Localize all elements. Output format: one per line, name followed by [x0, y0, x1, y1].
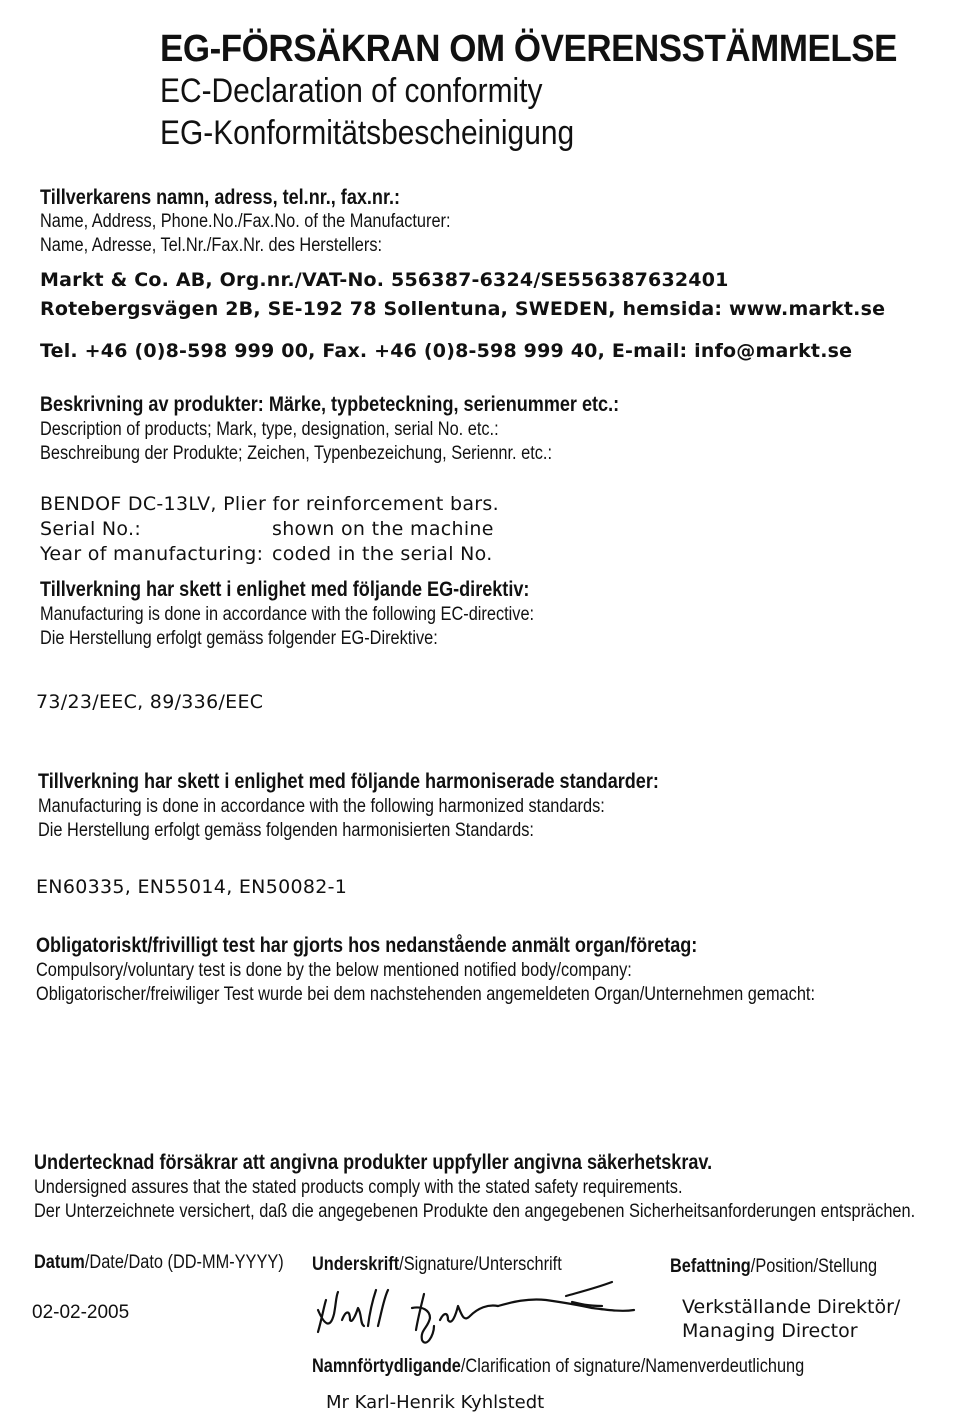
test-heading-sv: Obligatoriskt/frivilligt test har gjorts hos nedanstående anmält organ/företag: — [36, 934, 698, 957]
standards-list: EN60335, EN55014, EN50082-1 — [36, 876, 348, 898]
safety-heading-de: Der Unterzeichnete versichert, daß die angegebenen Produkte den angegebenen Sicherheitsanforderungen entsprächen. — [34, 1201, 916, 1222]
clarification-label: Namnförtydligande/Clarification of signature/Namenverdeutlichung — [312, 1356, 805, 1377]
title-swedish: EG-FÖRSÄKRAN OM ÖVERENSSTÄMMELSE — [160, 28, 897, 70]
serial-value: shown on the machine — [272, 518, 494, 540]
signatory-name: Mr Karl-Henrik Kyhlstedt — [326, 1392, 545, 1413]
manufacturer-line-2: Rotebergsvägen 2B, SE-192 78 Sollentuna, SWEDEN, hemsida: www.markt.se — [40, 298, 886, 320]
standards-heading-sv: Tillverkning har skett i enlighet med följande harmoniserade standarder: — [38, 770, 659, 793]
manufacturer-heading-sv: Tillverkarens namn, adress, tel.nr., fax.nr.: — [40, 186, 401, 209]
position-line-1: Verkställande Direktör/ — [682, 1296, 901, 1318]
product-heading-de: Beschreibung der Produkte; Zeichen, Typenbezeichung, Seriennr. etc.: — [40, 443, 553, 464]
date-value: 02-02-2005 — [32, 1302, 130, 1323]
product-name: BENDOF DC-13LV, Plier for reinforcement bars. — [40, 493, 499, 515]
manufacturer-line-1: Markt & Co. AB, Org.nr./VAT-No. 556387-6324/SE556387632401 — [40, 269, 729, 291]
manufacturer-heading-en: Name, Address, Phone.No./Fax.No. of the Manufacturer: — [40, 211, 451, 232]
directive-heading-de: Die Herstellung erfolgt gemäss folgender EG-Direktive: — [40, 628, 438, 649]
signature-label: Underskrift/Signature/Unterschrift — [312, 1254, 562, 1275]
year-value: coded in the serial No. — [272, 543, 493, 565]
standards-heading-en: Manufacturing is done in accordance with the following harmonized standards: — [38, 796, 605, 817]
manufacturer-contact: Tel. +46 (0)8-598 999 00, Fax. +46 (0)8-598 999 40, E-mail: info@markt.se — [40, 340, 853, 362]
title-english: EC-Declaration of conformity — [160, 72, 543, 110]
test-heading-en: Compulsory/voluntary test is done by the below mentioned notified body/company: — [36, 960, 632, 981]
serial-label: Serial No.: — [40, 518, 142, 540]
standards-heading-de: Die Herstellung erfolgt gemäss folgenden harmonisierten Standards: — [38, 820, 534, 841]
year-label: Year of manufacturing: — [40, 543, 264, 565]
handwritten-signature — [312, 1280, 642, 1350]
safety-heading-sv: Undertecknad försäkrar att angivna produkter uppfyller angivna säkerhetskrav. — [34, 1151, 713, 1174]
directive-heading-en: Manufacturing is done in accordance with the following EC-directive: — [40, 604, 535, 625]
product-heading-sv: Beskrivning av produkter: Märke, typbeteckning, serienummer etc.: — [40, 393, 620, 416]
test-heading-de: Obligatorischer/freiwiliger Test wurde bei dem nachstehenden angemeldeten Organ/Unternehmen gemacht: — [36, 984, 816, 1005]
date-label: Datum/Date/Dato (DD-MM-YYYY) — [34, 1252, 284, 1273]
directives-list: 73/23/EEC, 89/336/EEC — [36, 691, 264, 713]
manufacturer-heading-de: Name, Adresse, Tel.Nr./Fax.Nr. des Herstellers: — [40, 235, 383, 256]
title-german: EG-Konformitätsbescheinigung — [160, 114, 575, 152]
safety-heading-en: Undersigned assures that the stated products comply with the stated safety requirements. — [34, 1177, 683, 1198]
position-label: Befattning/Position/Stellung — [670, 1256, 878, 1277]
position-line-2: Managing Director — [682, 1320, 858, 1342]
product-heading-en: Description of products; Mark, type, designation, serial No. etc.: — [40, 419, 499, 440]
directive-heading-sv: Tillverkning har skett i enlighet med följande EG-direktiv: — [40, 578, 530, 601]
